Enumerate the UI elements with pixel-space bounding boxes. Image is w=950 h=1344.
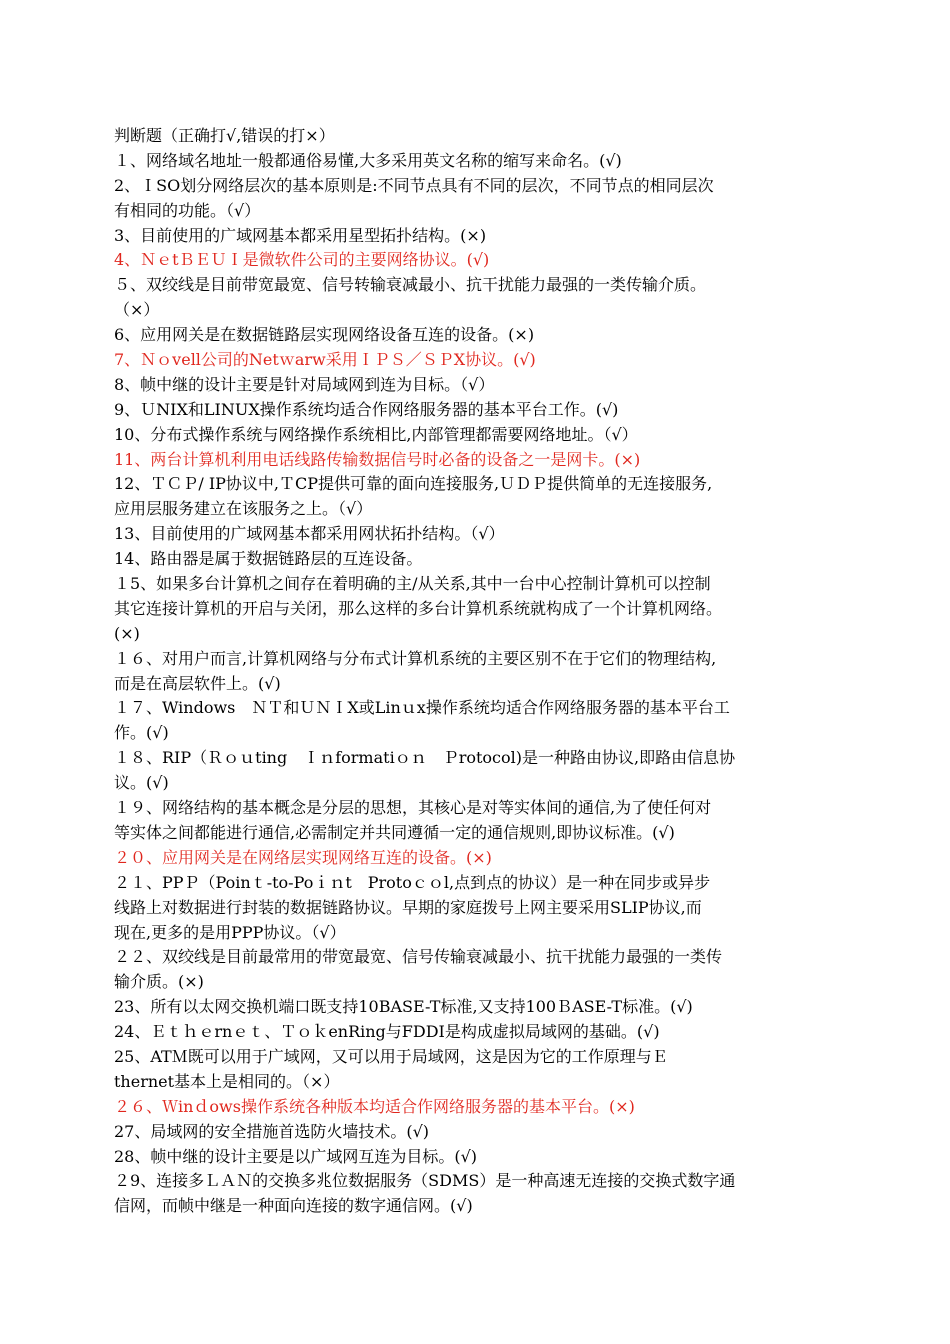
question-line: 现在,更多的是用PPP协议。（√） <box>114 922 346 942</box>
question-line-highlighted: 11、两台计算机利用电话线路传输数据信号时必备的设备之一是网卡。(×) <box>114 449 641 469</box>
question-list <box>114 149 844 1219</box>
question-line: １5、如果多台计算机之间存在着明确的主/从关系,其中一台中心控制计算机可以控制 <box>114 574 711 594</box>
question-line: ５、双绞线是目前带宽最宽、信号转输衰减最小、抗干扰能力最强的一类传输介质。 <box>114 275 707 295</box>
question-line: 信网，而帧中继是一种面向连接的数字通信网。(√) <box>114 1196 473 1216</box>
question-line: 应用层服务建立在该服务之上。（√） <box>114 499 373 519</box>
question-line: 6、应用网关是在数据链路层实现网络设备互连的设备。(×) <box>114 325 535 345</box>
question-line: １、网络域名地址一般都通俗易懂,大多采用英文名称的缩写来命名。(√) <box>114 150 622 170</box>
question-line: ２9、连接多ＬＡＮ的交换多兆位数据服务（SDMS）是一种高速无连接的交换式数字通 <box>114 1171 736 1191</box>
question-line: 23、所有以太网交换机端口既支持10BASE-T标准,又支持100ＢASE-T标准。(√) <box>114 997 693 1017</box>
question-line: 议。(√) <box>114 773 169 793</box>
question-line: 28、帧中继的设计主要是以广域网互连为目标。(√) <box>114 1146 478 1166</box>
question-line-highlighted: 7、Ｎｏvell公司的Netｗarw采用ＩＰＳ／ＳＰX协议。(√) <box>114 350 536 370</box>
question-line: ２２、双绞线是目前最常用的带宽最宽、信号传输衰减最小、抗干扰能力最强的一类传 <box>114 947 723 967</box>
question-line: 2、ＩSO划分网络层次的基本原则是:不同节点具有不同的层次，不同节点的相同层次 <box>114 175 714 195</box>
question-line: 其它连接计算机的开启与关闭，那么这样的多台计算机系统就构成了一个计算机网络。 <box>114 598 723 618</box>
question-line: 而是在高层软件上。(√) <box>114 673 281 693</box>
question-line: １９、网络结构的基本概念是分层的思想，其核心是对等实体间的通信,为了使任何对 <box>114 798 712 818</box>
question-line-highlighted: ２０、应用网关是在网络层实现网络互连的设备。(×) <box>114 847 492 867</box>
question-line: １６、对用户而言,计算机网络与分布式计算机系统的主要区别不在于它们的物理结构, <box>114 648 717 668</box>
question-line: (×) <box>114 623 140 643</box>
question-line: 等实体之间都能进行通信,必需制定并共同遵循一定的通信规则,即协议标准。(√) <box>114 822 675 842</box>
question-line: 10、分布式操作系统与网络操作系统相比,内部管理都需要网络地址。（√） <box>114 424 638 444</box>
question-line: １７、Windows ＮＴ和ＵＮＩX或Linｕx操作系统均适合作网络服务器的基本平台工 <box>114 698 730 718</box>
question-line: ２１、PPＰ（Poinｔ-to-Poｉｎt Protoｃｏl,点到点的协议）是一种在同步或异步 <box>114 872 711 892</box>
question-line: 13、目前使用的广域网基本都采用网状拓扑结构。（√） <box>114 524 505 544</box>
question-line: 作。(√) <box>114 723 169 743</box>
question-line: 8、帧中继的设计主要是针对局域网到连为目标。（√） <box>114 374 495 394</box>
question-line: 有相同的功能。（√） <box>114 200 261 220</box>
document-page <box>114 124 844 1219</box>
question-line-highlighted: 4、ＮｅtＢＥＵＩ是微软件公司的主要网络协议。(√) <box>114 250 490 270</box>
question-line: （×） <box>114 300 160 320</box>
question-line: 14、路由器是属于数据链路层的互连设备。 <box>114 549 423 569</box>
question-line-highlighted: ２６、Ｗinｄows操作系统各种版本均适合作网络服务器的基本平台。(×) <box>114 1096 635 1116</box>
question-line: 9、ＵNIX和LINUX操作系统均适合作网络服务器的基本平台工作。(√) <box>114 399 619 419</box>
question-line: 3、目前使用的广域网基本都采用星型拓扑结构。(×) <box>114 225 487 245</box>
question-line: 输介质。(×) <box>114 972 204 992</box>
question-line: 25、ATＭ既可以用于广域网，又可以用于局域网，这是因为它的工作原理与Ｅ <box>114 1046 668 1066</box>
question-line: 27、局域网的安全措施首选防火墙技术。(√) <box>114 1121 430 1141</box>
question-line: thernet基本上是相同的。（×） <box>114 1071 340 1091</box>
question-line: 12、ＴＣＰ/ IP协议中,ＴCP提供可靠的面向连接服务,ＵＤＰ提供简单的无连接服务, <box>114 474 713 494</box>
question-line: 线路上对数据进行封装的数据链路协议。早期的家庭拨号上网主要采用SLIP协议,而 <box>114 897 702 917</box>
document-heading: 判断题（正确打√,错误的打×） <box>114 126 335 145</box>
question-line: 24、Ｅｔｈｅrnｅｔ、ＴｏｋenRing与FDDI是构成虚拟局域网的基础。(√) <box>114 1022 660 1042</box>
question-line: １８、RIP（Ｒｏｕting Ｉｎformatiｏｎ Ｐrotocol)是一种路由协议,即路由信息协 <box>114 748 736 768</box>
